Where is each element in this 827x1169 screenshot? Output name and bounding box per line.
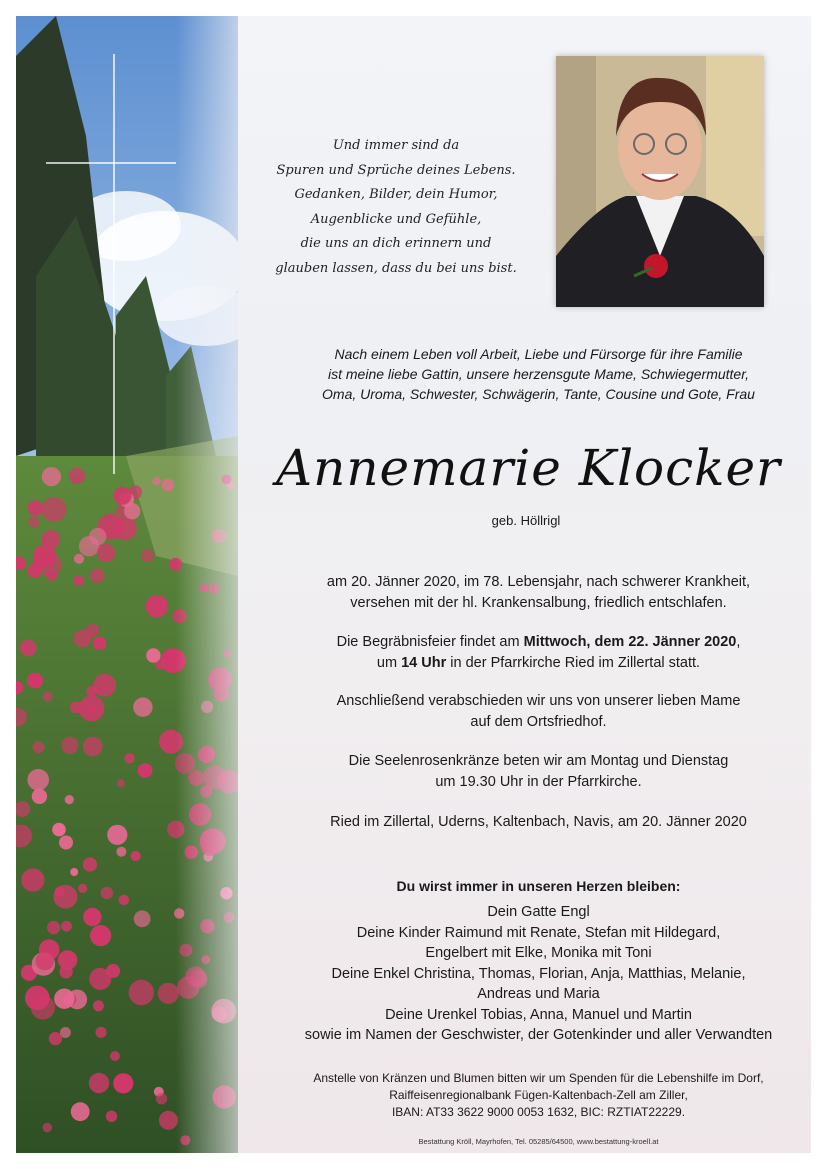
funeral-suffix: , <box>736 634 741 650</box>
burial-line: auf dem Ortsfriedhof. <box>470 713 607 730</box>
rose-blossom <box>133 698 152 717</box>
rosary-line: um 19.30 Uhr in der Pfarrkirche. <box>435 773 642 790</box>
rose-blossom <box>119 895 130 906</box>
floral-side-panel <box>16 16 238 1153</box>
rose-blossom <box>33 741 45 753</box>
poem <box>256 134 536 281</box>
rose-blossom <box>27 769 49 791</box>
rose-blossom <box>93 674 116 697</box>
rose-blossom <box>25 986 50 1011</box>
funeral-time-prefix: um <box>376 654 402 671</box>
rose-blossom <box>90 925 111 946</box>
rose-blossom <box>58 950 77 969</box>
place-date <box>266 812 811 833</box>
rose-blossom <box>21 868 44 891</box>
rose-blossom <box>113 487 131 505</box>
rose-blossom <box>153 477 161 485</box>
rose-blossom <box>71 1102 90 1121</box>
donation-line: IBAN: AT33 3622 9000 0053 1632, BIC: RZTIAT22229. <box>391 1105 686 1119</box>
poem-line: Spuren und Sprüche deines Lebens. <box>276 162 516 178</box>
rose-blossom <box>110 1051 120 1061</box>
rose-blossom <box>32 789 47 804</box>
rose-blossom <box>146 648 160 662</box>
rose-blossom <box>106 1111 117 1122</box>
birth-name: geb. Höllrigl <box>491 513 561 528</box>
rose-blossom <box>52 823 66 837</box>
poem-line: Augenblicke und Gefühle, <box>310 211 482 227</box>
rose-blossom <box>28 500 43 515</box>
rosary-line: Die Seelenrosenkränze beten wir am Montag und Dienstag <box>348 753 729 769</box>
funeral-line-1 <box>266 632 811 653</box>
memorial-heading: Du wirst immer in unseren Herzen bleiben: <box>396 878 681 894</box>
rose-blossom <box>93 1000 104 1011</box>
funeral-home-footer: Bestattung Kröll, Mayrhofen, Tel. 05285/64500, www.bestattung-kroell.at <box>418 1137 659 1146</box>
rose-blossom <box>69 468 85 484</box>
rose-blossom <box>156 1093 167 1104</box>
rose-blossom <box>83 908 101 926</box>
rose-blossom <box>138 763 153 778</box>
rose-blossom <box>47 921 60 934</box>
funeral-prefix: Die Begräbnisfeier findet am <box>336 634 524 650</box>
donation-line: Anstelle von Kränzen und Blumen bitten wir um Spenden für die Lebenshilfe im Dorf, <box>313 1071 764 1085</box>
rose-blossom <box>61 921 72 932</box>
side-fade <box>176 16 238 1153</box>
family-list <box>266 902 811 1046</box>
rose-blossom <box>131 851 141 861</box>
rose-blossom <box>90 568 104 582</box>
rose-blossom <box>124 753 134 763</box>
rose-blossom <box>28 516 39 527</box>
rose-blossom <box>43 1123 52 1132</box>
donation-line: Raiffeisenregionalbank Fügen-Kaltenbach-Zell am Ziller, <box>389 1088 688 1102</box>
family-line: Deine Kinder Raimund mit Renate, Stefan mit Hildegard, <box>356 924 721 941</box>
rosary-info <box>266 751 811 792</box>
rose-blossom <box>79 696 105 722</box>
rose-blossom <box>83 857 97 871</box>
rose-blossom <box>78 884 87 893</box>
rose-blossom <box>39 554 62 577</box>
donation-note <box>266 1070 811 1121</box>
rose-blossom <box>89 1073 109 1093</box>
rose-blossom <box>79 536 99 556</box>
rose-blossom <box>107 825 127 845</box>
intro-line: Nach einem Leben voll Arbeit, Liebe und Fürsorge für ihre Familie <box>334 346 743 362</box>
rose-blossom <box>89 968 111 990</box>
funeral-line-2 <box>266 653 811 674</box>
burial-line: Anschließend verabschieden wir uns von unserer lieben Mame <box>336 693 741 709</box>
poem-line: glauben lassen, dass du bei uns bist. <box>275 260 517 276</box>
place-date-line: Ried im Zillertal, Uderns, Kaltenbach, Navis, am 20. Jänner 2020 <box>330 814 747 830</box>
rose-blossom <box>141 550 154 563</box>
rose-blossom <box>41 497 66 522</box>
poem-line: die uns an dich erinnern und <box>300 236 492 251</box>
rose-blossom <box>162 479 174 491</box>
rose-blossom <box>54 989 74 1009</box>
death-notice-line: am 20. Jänner 2020, im 78. Lebensjahr, nach schwerer Krankheit, <box>326 574 751 590</box>
poem-line: Gedanken, Bilder, dein Humor, <box>294 187 498 202</box>
funeral-location: in der Pfarrkirche Ried im Zillertal statt. <box>446 654 701 671</box>
rose-blossom <box>74 630 91 647</box>
family-line: Engelbert mit Elke, Monika mit Toni <box>425 945 652 961</box>
rose-blossom <box>116 847 126 857</box>
rose-blossom <box>70 868 78 876</box>
rose-blossom <box>74 575 85 586</box>
rose-blossom <box>129 980 154 1005</box>
funeral-time: 14 Uhr <box>401 654 447 671</box>
rose-blossom <box>65 795 74 804</box>
funeral-info <box>266 632 811 673</box>
rose-blossom <box>83 737 103 757</box>
family-line: Andreas und Maria <box>477 986 600 1002</box>
family-line: Deine Enkel Christina, Thomas, Florian, Anja, Matthias, Melanie, <box>331 965 746 982</box>
rose-blossom <box>124 503 140 519</box>
intro-text <box>266 344 811 404</box>
rose-blossom <box>36 952 55 971</box>
intro-line: ist meine liebe Gattin, unsere herzensgute Mame, Schwiegermutter, <box>328 366 749 382</box>
rose-blossom <box>20 640 37 657</box>
rose-blossom <box>61 737 78 754</box>
rose-blossom <box>117 779 125 787</box>
rose-blossom <box>134 910 151 927</box>
obituary-card <box>16 16 811 1153</box>
rose-blossom <box>95 1027 106 1038</box>
family-line: sowie im Namen der Geschwister, der Gotenkinder und aller Verwandten <box>304 1027 773 1043</box>
death-notice <box>266 572 811 613</box>
intro-line: Oma, Uroma, Schwester, Schwägerin, Tante, Cousine und Gote, Frau <box>322 386 755 402</box>
rose-blossom <box>146 595 168 617</box>
rose-blossom <box>74 554 84 564</box>
funeral-day: Mittwoch, dem 22. Jänner 2020 <box>523 634 737 650</box>
rose-blossom <box>55 887 65 897</box>
poem-line: Und immer sind da <box>332 138 460 153</box>
portrait-image <box>556 56 764 307</box>
family-line: Deine Urenkel Tobias, Anna, Manuel und Martin <box>385 1006 692 1023</box>
deceased-name: Annemarie Klocker <box>276 439 781 497</box>
rose-blossom <box>113 1073 133 1093</box>
rose-blossom <box>43 692 53 702</box>
rose-blossom <box>27 673 43 689</box>
rose-blossom <box>49 1032 62 1045</box>
rose-blossom <box>93 637 107 651</box>
rose-blossom <box>101 887 114 900</box>
family-line: Dein Gatte Engl <box>487 904 590 920</box>
portrait-photo <box>556 56 764 307</box>
burial-info <box>266 691 811 732</box>
rose-blossom <box>42 467 61 486</box>
death-notice-line: versehen mit der hl. Krankensalbung, friedlich entschlafen. <box>350 594 727 611</box>
rose-blossom <box>59 836 73 850</box>
rose-blossom <box>97 544 115 562</box>
